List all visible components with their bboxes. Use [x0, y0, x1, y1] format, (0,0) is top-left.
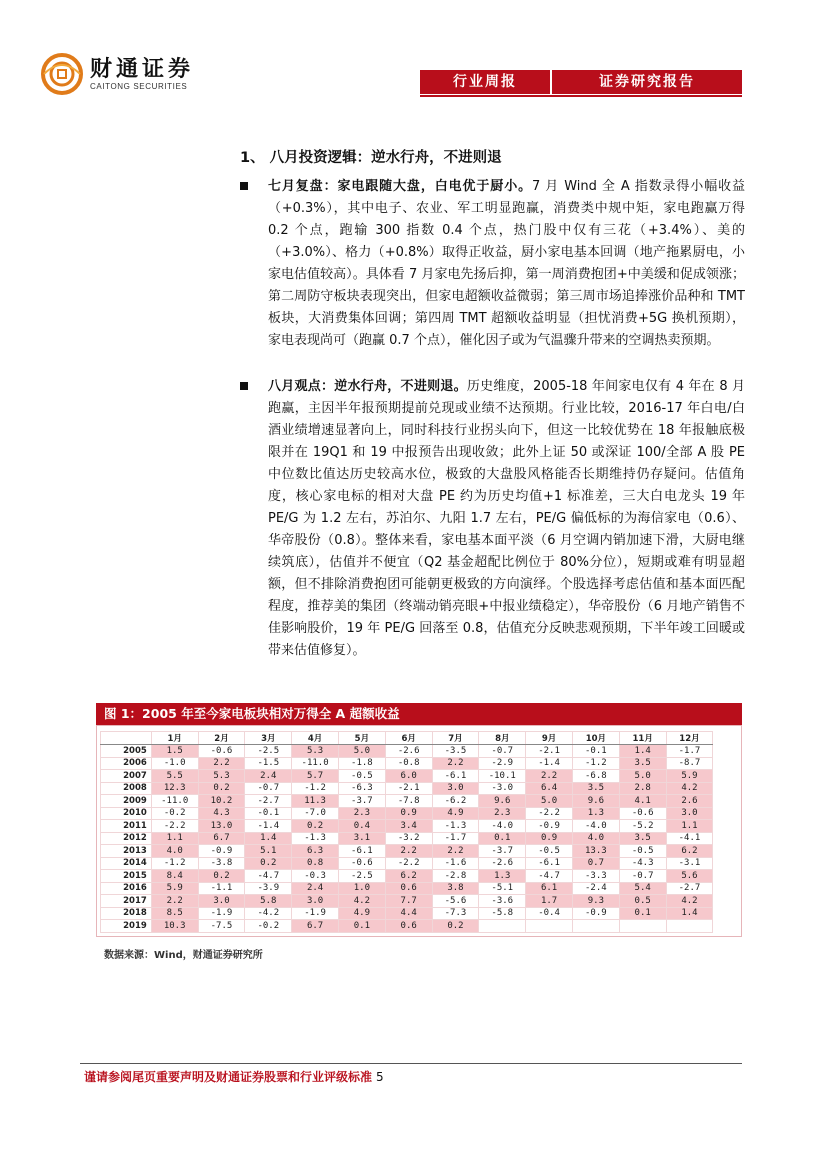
table-cell: 1.0: [338, 882, 385, 895]
table-cell: 2.2: [526, 770, 573, 783]
table-row: [101, 807, 713, 820]
table-cell: -3.0: [479, 782, 526, 795]
table-cell: -4.2: [245, 907, 292, 920]
table-cell: -1.9: [198, 907, 245, 920]
table-cell: 1.3: [479, 870, 526, 883]
table-cell: 5.0: [619, 770, 666, 783]
table-cell: 0.2: [198, 870, 245, 883]
table-cell: 2.2: [198, 757, 245, 770]
table-row: [101, 745, 713, 758]
table-cell: 2.2: [385, 845, 432, 858]
table-cell: -0.6: [338, 857, 385, 870]
table-cell: 5.9: [666, 770, 713, 783]
table-cell: -4.7: [526, 870, 573, 883]
table-row: [101, 895, 713, 908]
table-cell: 3.0: [432, 782, 479, 795]
table-cell: 0.9: [385, 807, 432, 820]
table-cell: 6.3: [292, 845, 339, 858]
table-cell: -3.1: [666, 857, 713, 870]
report-type-label: 行业周报: [420, 70, 550, 94]
row-year-label: 2007: [101, 770, 152, 783]
bullet-august-view: [240, 376, 745, 662]
table-cell: 3.8: [432, 882, 479, 895]
table-cell: -2.7: [666, 882, 713, 895]
table-cell: -0.2: [151, 807, 198, 820]
table-cell: -7.8: [385, 795, 432, 808]
table-cell: -1.8: [338, 757, 385, 770]
table-cell: -2.5: [338, 870, 385, 883]
table-cell: 2.6: [666, 795, 713, 808]
figure-source: 数据来源：Wind，财通证券研究所: [104, 950, 263, 961]
table-cell: -2.2: [385, 857, 432, 870]
section-title: 1、 八月投资逻辑：逆水行舟，不进则退: [240, 150, 502, 166]
table-cell: -5.8: [479, 907, 526, 920]
table-cell: -2.6: [385, 745, 432, 758]
table-cell: -1.3: [292, 832, 339, 845]
paragraph: [268, 376, 745, 662]
table-cell: 3.0: [666, 807, 713, 820]
bullet-july-review: [240, 176, 745, 352]
table-cell: -0.4: [526, 907, 573, 920]
table-cell: 0.9: [526, 832, 573, 845]
table-cell: -4.7: [245, 870, 292, 883]
table-cell: 2.4: [292, 882, 339, 895]
table-cell: -0.9: [572, 907, 619, 920]
table-cell: 5.9: [151, 882, 198, 895]
table-cell: -3.3: [572, 870, 619, 883]
table-cell: 11.3: [292, 795, 339, 808]
excess-return-table: [100, 731, 713, 933]
table-cell: 0.2: [198, 782, 245, 795]
row-year-label: 2015: [101, 870, 152, 883]
table-row: [101, 857, 713, 870]
column-header: 2月: [198, 732, 245, 745]
page-number: 5: [376, 1070, 384, 1084]
table-cell: -6.2: [432, 795, 479, 808]
table-cell: -1.6: [432, 857, 479, 870]
table-cell: 2.4: [245, 770, 292, 783]
table-cell: -0.8: [385, 757, 432, 770]
table-cell: 6.7: [292, 920, 339, 933]
row-year-label: 2010: [101, 807, 152, 820]
table-cell: -10.1: [479, 770, 526, 783]
bullet-square-icon: [240, 182, 248, 190]
table-row: [101, 907, 713, 920]
table-cell: 3.5: [619, 757, 666, 770]
table-cell: -5.1: [479, 882, 526, 895]
table-cell: -4.0: [479, 820, 526, 833]
table-cell: -6.1: [338, 845, 385, 858]
table-cell: 0.1: [479, 832, 526, 845]
table-cell: -3.5: [432, 745, 479, 758]
table-cell: -1.7: [666, 745, 713, 758]
table-cell: -7.5: [198, 920, 245, 933]
table-cell: -4.3: [619, 857, 666, 870]
table-cell: 1.7: [526, 895, 573, 908]
table-cell: 13.0: [198, 820, 245, 833]
table-cell: 10.3: [151, 920, 198, 933]
figure-title: 图 1：2005 年至今家电板块相对万得全 A 超额收益: [96, 703, 742, 725]
row-year-label: 2006: [101, 757, 152, 770]
table-cell: 3.4: [385, 820, 432, 833]
table-cell: 4.9: [338, 907, 385, 920]
table-cell: 0.2: [292, 820, 339, 833]
table-cell: -1.1: [198, 882, 245, 895]
table-cell: 1.1: [666, 820, 713, 833]
table-cell: -0.6: [198, 745, 245, 758]
bullet-lead: 七月复盘：家电跟随大盘，白电优于厨小。: [268, 179, 532, 194]
table-cell: 0.8: [292, 857, 339, 870]
table-cell: -6.8: [572, 770, 619, 783]
table-cell: -1.9: [292, 907, 339, 920]
table-cell: -6.3: [338, 782, 385, 795]
table-cell: -0.7: [245, 782, 292, 795]
table-cell: 4.4: [385, 907, 432, 920]
table-cell: -8.7: [666, 757, 713, 770]
table-cell: 6.7: [198, 832, 245, 845]
table-cell: -0.3: [292, 870, 339, 883]
table-cell: 9.6: [572, 795, 619, 808]
bullet-square-icon: [240, 382, 248, 390]
column-header: 5月: [338, 732, 385, 745]
table-cell: -1.2: [572, 757, 619, 770]
table-cell: 5.3: [198, 770, 245, 783]
table-row: [101, 920, 713, 933]
table-cell: [666, 920, 713, 933]
column-header: 8月: [479, 732, 526, 745]
table-cell: 2.2: [432, 845, 479, 858]
table-cell: 0.1: [338, 920, 385, 933]
table-cell: -2.6: [479, 857, 526, 870]
table-cell: 4.1: [619, 795, 666, 808]
table-cell: 6.1: [526, 882, 573, 895]
row-year-label: 2011: [101, 820, 152, 833]
column-header: 12月: [666, 732, 713, 745]
table-cell: -0.2: [245, 920, 292, 933]
column-header: 10月: [572, 732, 619, 745]
table-cell: -5.2: [619, 820, 666, 833]
column-header: 3月: [245, 732, 292, 745]
table-cell: 5.4: [619, 882, 666, 895]
table-cell: -3.2: [385, 832, 432, 845]
table-cell: 5.5: [151, 770, 198, 783]
table-cell: -2.9: [479, 757, 526, 770]
table-cell: -3.6: [479, 895, 526, 908]
table-cell: -5.6: [432, 895, 479, 908]
bullet-text: 历史维度，2005-18 年间家电仅有 4 年在 8 月跑赢，主因半年报预期提前兑现或业绩不达预期。行业比较，2016-17 年白电/白酒业绩增速显著向上，同时科技行业拐头向下，但这一比较优势在 18 年报触底极限并在 19Q1 和 19 中报预告出现收敛；此外上证 50 或深证 100/全部 A 股 PE 中位数比值达历史较高水位，极致的大盘股风格能否长期维持仍存疑问。估值角度，核心家电标的相对大盘 PE 约为历史均值+1 标准差，三大白电龙头 19 年 PE/G 为 1.2 左右，苏泊尔、九阳 1.7 左右，PE/G 偏低标的为海信家电（0.6）、华帝股份（0.8）。整体来看，家电基本面平淡（6 月空调内销加速下滑，大厨电继续筑底），估值并不便宜（Q2 基金超配比例位于 80%分位），短期或难有明显超额，但不排除消费抱团可能朝更极致的方向演绎。个股选择考虑估值和基本面匹配程度，推荐美的集团（终端动销亮眼+中报业绩稳定），华帝股份（6 月地产销售不佳影响股价，19 年 PE/G 回落至 0.8，估值充分反映悲观预期，下半年竣工回暖或带来估值修复）。: [268, 379, 745, 658]
table-cell: 2.3: [338, 807, 385, 820]
table-cell: -0.9: [526, 820, 573, 833]
table-cell: 5.8: [245, 895, 292, 908]
row-year-label: 2012: [101, 832, 152, 845]
table-cell: -2.8: [432, 870, 479, 883]
row-year-label: 2018: [101, 907, 152, 920]
table-cell: -0.9: [198, 845, 245, 858]
table-cell: [526, 920, 573, 933]
logo-text-cn: 财通证券: [90, 56, 195, 82]
table-cell: 1.4: [666, 907, 713, 920]
table-cell: -6.1: [432, 770, 479, 783]
row-year-label: 2009: [101, 795, 152, 808]
column-header: 11月: [619, 732, 666, 745]
table-cell: 5.3: [292, 745, 339, 758]
table-row: [101, 770, 713, 783]
table-cell: 3.0: [198, 895, 245, 908]
table-cell: 6.2: [666, 845, 713, 858]
table-cell: 8.5: [151, 907, 198, 920]
table-cell: 1.4: [245, 832, 292, 845]
table-cell: 4.2: [666, 782, 713, 795]
table-cell: 2.8: [619, 782, 666, 795]
table-cell: 0.2: [245, 857, 292, 870]
table-cell: -0.5: [338, 770, 385, 783]
table-cell: 4.3: [198, 807, 245, 820]
table-cell: -0.7: [479, 745, 526, 758]
table-cell: 1.3: [572, 807, 619, 820]
table-cell: 7.7: [385, 895, 432, 908]
table-cell: -3.9: [245, 882, 292, 895]
table-cell: 6.0: [385, 770, 432, 783]
table-cell: -2.2: [526, 807, 573, 820]
table-cell: 5.0: [338, 745, 385, 758]
row-year-label: 2017: [101, 895, 152, 908]
header-divider: [420, 95, 742, 97]
table-cell: 4.2: [666, 895, 713, 908]
table-cell: -1.7: [432, 832, 479, 845]
table-row: [101, 795, 713, 808]
table-cell: 5.1: [245, 845, 292, 858]
table-cell: -0.5: [526, 845, 573, 858]
table-cell: -2.2: [151, 820, 198, 833]
caitong-logo-icon: [40, 52, 84, 96]
row-year-label: 2014: [101, 857, 152, 870]
table-cell: 0.2: [432, 920, 479, 933]
column-header: 1月: [151, 732, 198, 745]
table-cell: -2.4: [572, 882, 619, 895]
bullet-lead: 八月观点：逆水行舟，不进则退。: [268, 379, 467, 394]
table-cell: 4.0: [572, 832, 619, 845]
table-cell: -4.0: [572, 820, 619, 833]
table-cell: -1.4: [526, 757, 573, 770]
table-cell: -7.3: [432, 907, 479, 920]
table-cell: 0.6: [385, 882, 432, 895]
table-cell: 6.4: [526, 782, 573, 795]
table-cell: 2.2: [432, 757, 479, 770]
table-cell: -3.7: [338, 795, 385, 808]
footer-disclaimer: 谨请参阅尾页重要声明及财通证券股票和行业评级标准: [84, 1070, 373, 1084]
table-cell: -2.5: [245, 745, 292, 758]
table-cell: 1.4: [619, 745, 666, 758]
table-cell: 0.4: [338, 820, 385, 833]
table-cell: -3.8: [198, 857, 245, 870]
table-cell: 3.1: [338, 832, 385, 845]
table-cell: 3.5: [619, 832, 666, 845]
table-cell: 1.5: [151, 745, 198, 758]
table-cell: -1.2: [292, 782, 339, 795]
table-row: [101, 882, 713, 895]
table-cell: 12.3: [151, 782, 198, 795]
table-cell: -6.1: [526, 857, 573, 870]
table-cell: -0.6: [619, 807, 666, 820]
table-row: [101, 870, 713, 883]
table-cell: 3.0: [292, 895, 339, 908]
table-cell: 3.5: [572, 782, 619, 795]
table-cell: 8.4: [151, 870, 198, 883]
table-cell: -4.1: [666, 832, 713, 845]
table-cell: 0.1: [619, 907, 666, 920]
row-year-label: 2016: [101, 882, 152, 895]
table-cell: 2.3: [479, 807, 526, 820]
bullet-text: 7 月 Wind 全 A 指数录得小幅收益（+0.3%），其中电子、农业、军工明显跑赢，消费类中规中矩，家电跑赢万得 0.2 个点，跑输 300 指数 0.4 个点，热门股中仅有三花（+3.4%）、美的（+3.0%）、格力（+0.8%）取得正收益，厨小家电基本回调（地产拖累厨电，小家电估值较高）。具体看 7 月家电先扬后抑，第一周消费抱团+中美缓和促成领涨；第二周防守板块表现突出，但家电超额收益微弱；第三周市场追捧涨价品种和 TMT 板块，大消费集体回调；第四周 TMT 超额收益明显（担忧消费+5G 换机预期），家电表现尚可（跑赢 0.7 个点），催化因子或为气温骤升带来的空调热卖预期。: [268, 179, 745, 348]
column-header: 9月: [526, 732, 573, 745]
table-cell: -1.4: [245, 820, 292, 833]
table-cell: 4.9: [432, 807, 479, 820]
table-cell: [572, 920, 619, 933]
table-cell: 4.0: [151, 845, 198, 858]
table-body: [101, 745, 713, 933]
table-cell: 9.6: [479, 795, 526, 808]
table-cell: 1.1: [151, 832, 198, 845]
table-cell: -1.0: [151, 757, 198, 770]
table-cell: 2.2: [151, 895, 198, 908]
table-header-row: [101, 732, 713, 745]
table-cell: -0.7: [619, 870, 666, 883]
table-corner: [101, 732, 152, 745]
row-year-label: 2019: [101, 920, 152, 933]
table-cell: -2.1: [385, 782, 432, 795]
table-cell: -1.2: [151, 857, 198, 870]
report-category-label: 证券研究报告: [552, 70, 742, 94]
table-cell: 9.3: [572, 895, 619, 908]
footer: [84, 1068, 384, 1085]
logo-text-en: CAITONG SECURITIES: [90, 81, 188, 91]
table-cell: 4.2: [338, 895, 385, 908]
table-cell: -2.7: [245, 795, 292, 808]
table-cell: 5.0: [526, 795, 573, 808]
table-cell: -1.5: [245, 757, 292, 770]
table-cell: 10.2: [198, 795, 245, 808]
row-year-label: 2013: [101, 845, 152, 858]
table-cell: 6.2: [385, 870, 432, 883]
paragraph: [268, 176, 745, 352]
table-cell: 0.7: [572, 857, 619, 870]
row-year-label: 2008: [101, 782, 152, 795]
table-cell: -0.1: [572, 745, 619, 758]
table-cell: 0.5: [619, 895, 666, 908]
table-cell: 5.6: [666, 870, 713, 883]
table-cell: -1.3: [432, 820, 479, 833]
table-row: [101, 832, 713, 845]
footer-divider: [80, 1063, 742, 1064]
table-cell: -0.5: [619, 845, 666, 858]
table-cell: -2.1: [526, 745, 573, 758]
company-logo: [40, 52, 194, 96]
table-cell: -3.7: [479, 845, 526, 858]
column-header: 7月: [432, 732, 479, 745]
table-row: [101, 782, 713, 795]
table-row: [101, 845, 713, 858]
table-cell: -7.0: [292, 807, 339, 820]
table-cell: -0.1: [245, 807, 292, 820]
column-header: 6月: [385, 732, 432, 745]
table-cell: 5.7: [292, 770, 339, 783]
table-row: [101, 757, 713, 770]
header-tabs: [420, 70, 742, 94]
row-year-label: 2005: [101, 745, 152, 758]
table-cell: 13.3: [572, 845, 619, 858]
table-cell: 0.6: [385, 920, 432, 933]
column-header: 4月: [292, 732, 339, 745]
table-cell: [619, 920, 666, 933]
table-cell: -11.0: [151, 795, 198, 808]
table-row: [101, 820, 713, 833]
table-cell: -11.0: [292, 757, 339, 770]
table-cell: [479, 920, 526, 933]
